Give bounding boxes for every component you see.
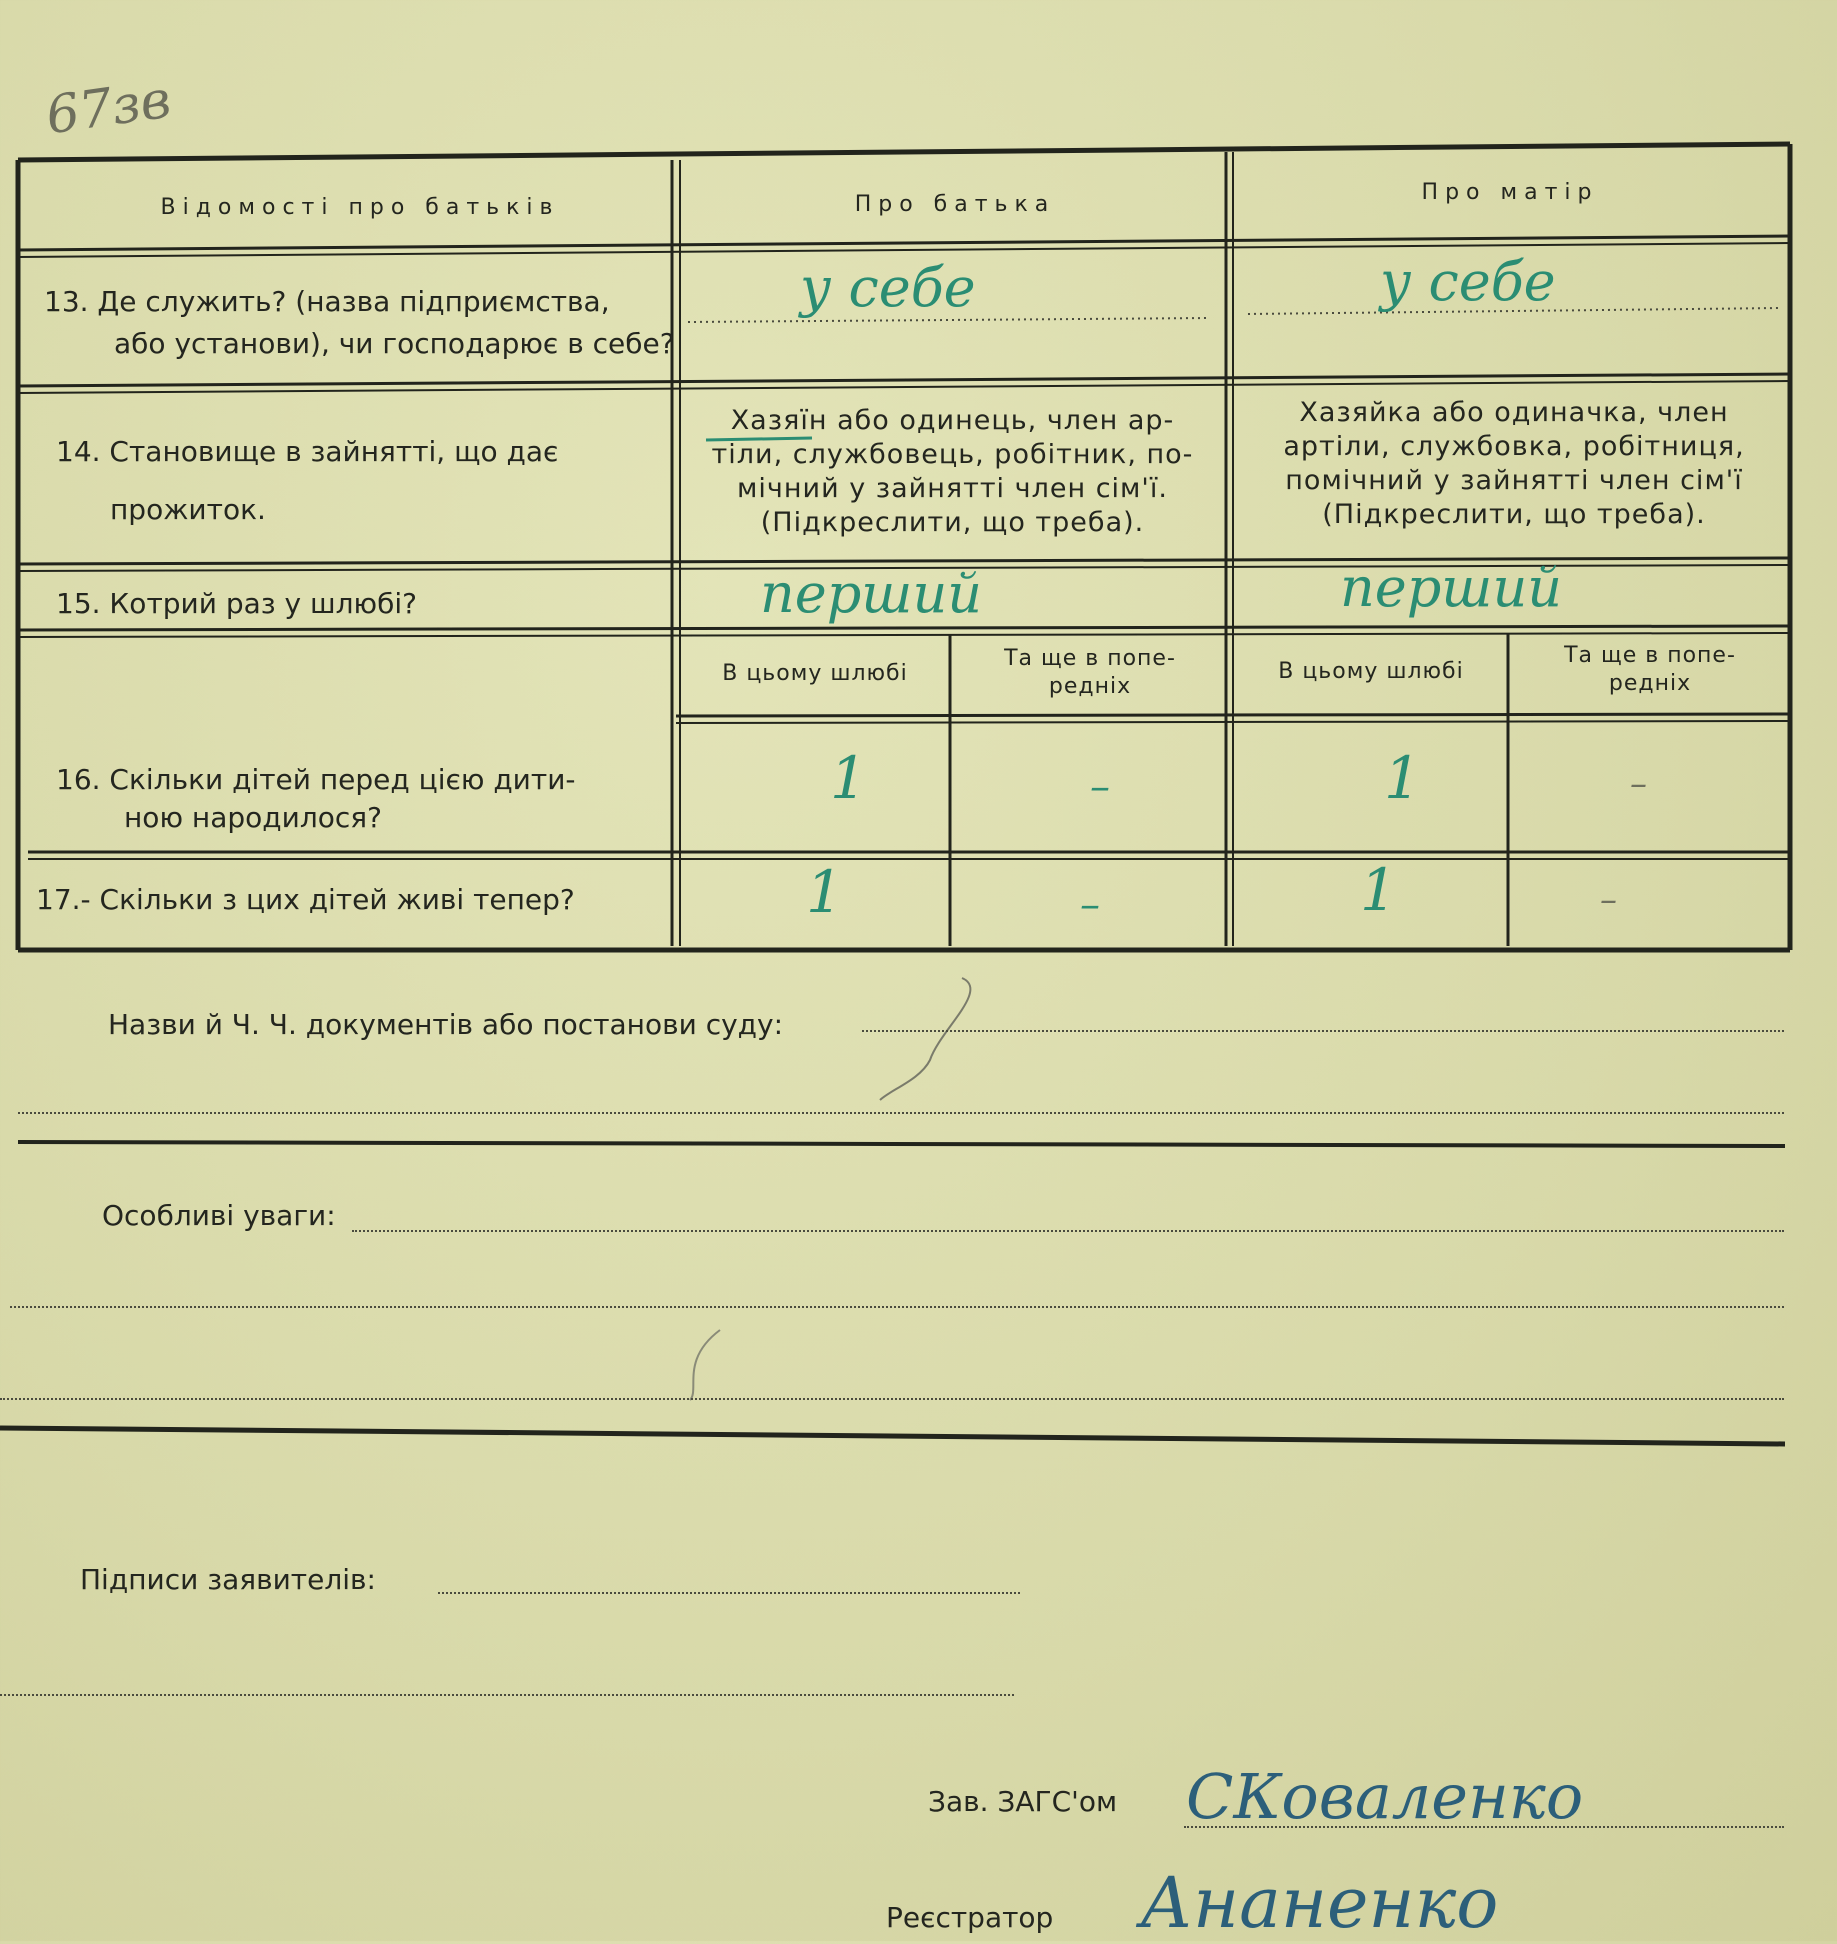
row15-question: 15. Котрий раз у шлюбі? xyxy=(56,587,418,620)
header-mother: Про матір xyxy=(1421,180,1599,205)
row-divider-15a xyxy=(18,626,1790,630)
registrar-signature: Ананенко xyxy=(1140,1862,1499,1944)
row15-father-answer: перший xyxy=(760,562,983,625)
row17-father-previous: – xyxy=(1080,882,1100,928)
sub-previous-line2: редніх xyxy=(1048,674,1132,699)
row15-mother-answer: перший xyxy=(1340,556,1563,619)
mother-option-line: (Підкреслити, що треба). xyxy=(1322,499,1706,530)
row16-question-line1: 16. Скільки дітей перед цією дити- xyxy=(56,763,576,796)
row16-mother-sub-in-marriage: В цьому шлюбі xyxy=(1278,659,1464,684)
row16-mother-in-marriage: 1 xyxy=(1384,744,1421,812)
signatures-line-1 xyxy=(438,1592,1020,1594)
father-option-line: тіли, службовець, робітник, по- xyxy=(711,439,1194,470)
row14-question-line1: 14. Становище в зайнятті, що дає xyxy=(56,435,559,468)
row-divider-15b xyxy=(18,633,1790,637)
row17-question: 17.- Скільки з цих дітей живі тепер? xyxy=(36,883,575,916)
father-option-line: Хазяїн або одинець, член ар- xyxy=(730,405,1175,436)
row13-father-answer: у себе xyxy=(800,256,976,319)
registrar-label: Реєстратор xyxy=(886,1901,1054,1934)
header-info: Відомості про батьків xyxy=(160,195,560,220)
margin-note: 67зв xyxy=(42,69,175,147)
documents-label: Назви й Ч. Ч. документів або постанови суду: xyxy=(108,1008,784,1041)
row-divider-13a xyxy=(18,374,1790,386)
father-option-line: (Підкреслити, що треба). xyxy=(760,507,1145,538)
row16-father-in-marriage: 1 xyxy=(830,744,867,812)
row16-mother-sub-previous xyxy=(1512,642,1788,698)
row17-mother-in-marriage: 1 xyxy=(1360,856,1397,924)
row16-father-sub-previous xyxy=(955,645,1225,701)
header-father: Про батька xyxy=(854,192,1056,217)
row14-father-options xyxy=(690,404,1215,540)
row13-question-line2: або установи), чи господарює в себе? xyxy=(114,327,675,360)
sub-previous-line1: Та ще в попе- xyxy=(1564,643,1736,668)
row13-mother-answer: у себе xyxy=(1380,250,1556,313)
pencil-dash-mark xyxy=(880,978,970,1100)
mother-option-line: помічний у зайнятті член сім'ї xyxy=(1285,465,1743,496)
row17-father-in-marriage: 1 xyxy=(806,858,843,926)
separator-after-documents xyxy=(18,1142,1785,1146)
row16-father-sub-in-marriage: В цьому шлюбі xyxy=(722,661,908,686)
signatures-label: Підписи заявителів: xyxy=(80,1563,376,1596)
row13-question-line1: 13. Де служить? (назва підприємства, xyxy=(44,285,610,318)
head-signature: СКоваленко xyxy=(1186,1760,1584,1833)
head-label: Зав. ЗАГС'ом xyxy=(928,1785,1118,1818)
remarks-line-3 xyxy=(0,1398,1784,1400)
separator-after-remarks xyxy=(0,1428,1785,1444)
row-divider-header-a xyxy=(18,236,1790,250)
row-divider-16-sub-b xyxy=(676,721,1790,723)
signatures-line-2 xyxy=(0,1694,1014,1696)
mother-option-line: Хазяйка або одиначка, член xyxy=(1299,397,1729,428)
table-top-border xyxy=(18,144,1790,160)
remarks-label: Особливі уваги: xyxy=(102,1199,336,1232)
sub-previous-line1: Та ще в попе- xyxy=(1004,646,1176,671)
documents-line-2 xyxy=(18,1112,1784,1114)
row16-mother-previous: – xyxy=(1630,764,1647,804)
remarks-line-2 xyxy=(10,1306,1784,1308)
row-divider-16-sub-a xyxy=(676,714,1790,716)
sub-previous-line2: редніх xyxy=(1608,671,1692,696)
father-option-line: мічний у зайнятті член сім'ї. xyxy=(737,473,1168,504)
row16-father-previous: – xyxy=(1090,764,1110,810)
row17-mother-previous: – xyxy=(1600,880,1617,920)
remarks-line-1 xyxy=(352,1230,1784,1232)
row14-question-line2: прожиток. xyxy=(110,493,266,526)
mother-option-line: артіли, службовка, робітниця, xyxy=(1283,431,1745,462)
documents-line-1 xyxy=(862,1030,1784,1032)
row14-mother-options xyxy=(1244,396,1784,532)
row16-question-line2: ною народилося? xyxy=(124,801,382,834)
pencil-stroke-mark xyxy=(690,1330,720,1400)
